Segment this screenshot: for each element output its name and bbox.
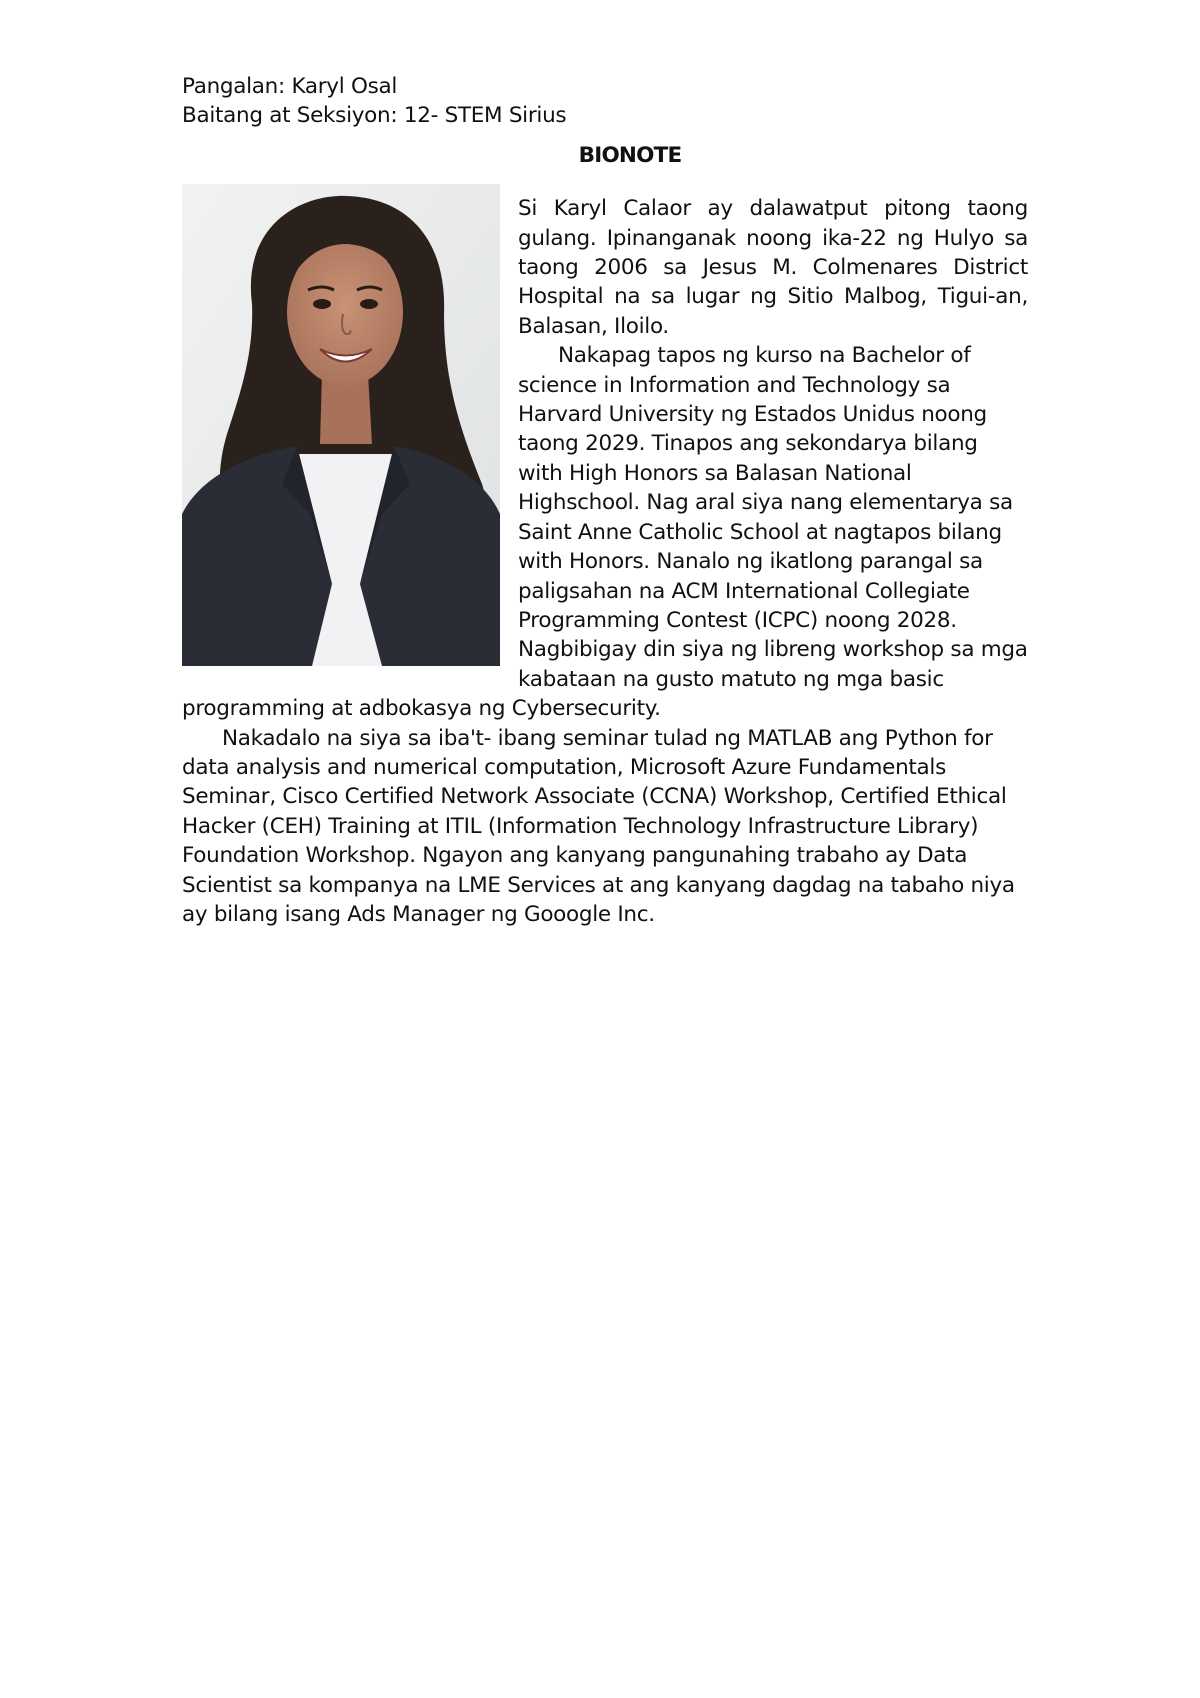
document-title: BIONOTE (578, 142, 682, 168)
portrait-illustration (182, 184, 500, 666)
name-line: Pangalan: Karyl Osal (182, 74, 398, 99)
portrait-photo (182, 184, 500, 666)
bio-paragraph-3: Nakadalo na siya sa iba't- ibang seminar tulad ng MATLAB ang Python for data analysis and numerical computation, Microsoft Azure Fundamentals Seminar, Cisco Certified Network Associate (CCNA) Workshop, Certified Ethical Hacker (CEH) Training at ITIL (Information Technology Infrastructure Library) Foundation Workshop. Ngayon ang kanyang pangunahing trabaho ay Data Scientist sa kompanya na LME Services at ang kanyang dagdag na tabaho niya ay bilang isang Ads Manager ng Gooogle Inc. (182, 725, 1015, 927)
section-line: Baitang at Seksiyon: 12- STEM Sirius (182, 103, 567, 129)
bio-paragraph-1: Si Karyl Calaor ay dalawatput pitong taong gulang. Ipinanganak noong ika-22 ng Hulyo sa taong 2006 sa Jesus M. Colmenares District Hospital na sa lugar ng Sitio Malbog, Tigui-an, Balasan, Iloilo. (518, 196, 1028, 339)
document-body (182, 72, 1028, 929)
bio-paragraph-2: Nakapag tapos ng kurso na Bachelor of science in Information and Technology sa Harvard University ng Estados Unidus noong taong 2029. Tinapos ang sekondarya bilang with High Honors sa Balasan National Highschool. Nag aral siya nang elementarya sa Saint Anne Catholic School at nagtapos bilang with Honors. Nanalo ng ikatlong parangal sa paligsahan na ACM International Collegiate Programming Contest (ICPC) noong 2028. Nagbibigay din siya ng libreng workshop sa mga kabataan na gusto matuto ng mga basic programming at adbokasya ng Cybersecurity. (182, 343, 1028, 722)
